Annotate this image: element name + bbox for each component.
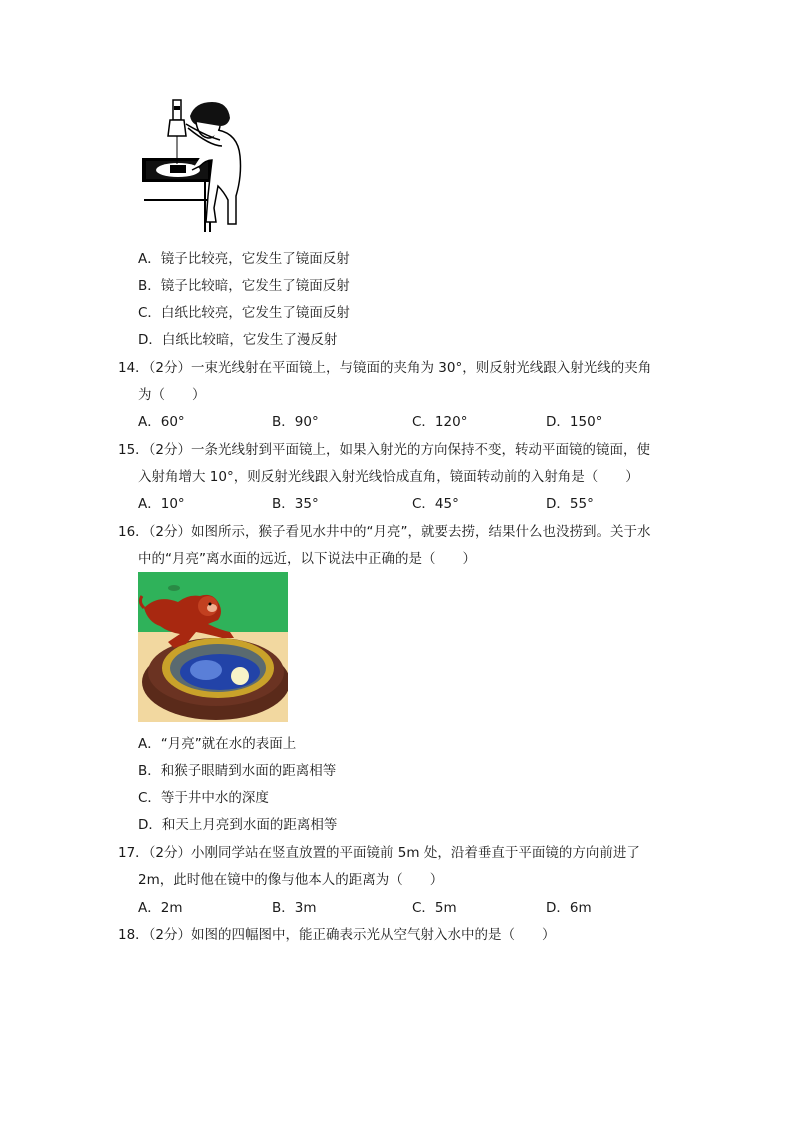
q14-option-b[interactable]: B．90°	[272, 414, 319, 430]
q16-option-d[interactable]: D．和天上月亮到水面的距离相等	[138, 817, 338, 833]
q13-option-b[interactable]: B．镜子比较暗，它发生了镜面反射	[138, 278, 350, 294]
q14-option-d[interactable]: D．150°	[546, 414, 603, 430]
q13-option-d[interactable]: D．白纸比较暗，它发生了漫反射	[138, 332, 338, 348]
q16-option-a[interactable]: A．“月亮”就在水的表面上	[138, 736, 297, 752]
q14-stem-line1: 14．（2分）一束光线射在平面镜上，与镜面的夹角为 30°，则反射光线跟入射光线的夹角	[118, 360, 652, 376]
q17-stem-line1: 17．（2分）小刚同学站在竖直放置的平面镜前 5m 处，沿着垂直于平面镜的方向前进了	[118, 845, 640, 861]
q15-option-b[interactable]: B．35°	[272, 496, 319, 512]
q15-stem-line2: 入射角增大 10°，则反射光线跟入射光线恰成直角，镜面转动前的入射角是（ ）	[138, 469, 639, 485]
q17-option-d[interactable]: D．6m	[546, 900, 592, 916]
q14-stem-line2: 为（ ）	[138, 387, 206, 403]
q17-stem-line2: 2m，此时他在镜中的像与他本人的距离为（ ）	[138, 872, 444, 888]
q17-option-b[interactable]: B．3m	[272, 900, 317, 916]
q16-option-c[interactable]: C．等于井中水的深度	[138, 790, 269, 806]
q13-option-c[interactable]: C．白纸比较亮，它发生了镜面反射	[138, 305, 350, 321]
q15-option-c[interactable]: C．45°	[412, 496, 459, 512]
q15-option-d[interactable]: D．55°	[546, 496, 594, 512]
q16-stem-line2: 中的“月亮”离水面的远近，以下说法中正确的是（ ）	[138, 551, 476, 567]
q13-option-a[interactable]: A．镜子比较亮，它发生了镜面反射	[138, 251, 350, 267]
q15-option-a[interactable]: A．10°	[138, 496, 185, 512]
q16-stem-line1: 16．（2分）如图所示，猴子看见水井中的“月亮”，就要去捞，结果什么也没捞到。关于水	[118, 524, 651, 540]
q15-stem-line1: 15．（2分）一条光线射到平面镜上，如果入射光的方向保持不变，转动平面镜的镜面，使	[118, 442, 651, 458]
q16-option-b[interactable]: B．和猴子眼睛到水面的距离相等	[138, 763, 337, 779]
q17-option-a[interactable]: A．2m	[138, 900, 183, 916]
q18-stem-line1: 18．（2分）如图的四幅图中，能正确表示光从空气射入水中的是（ ）	[118, 927, 556, 943]
q17-option-c[interactable]: C．5m	[412, 900, 457, 916]
q16-figure-monkey-well	[138, 572, 288, 722]
q14-option-a[interactable]: A．60°	[138, 414, 185, 430]
q14-option-c[interactable]: C．120°	[412, 414, 468, 430]
q13-figure-flashlight-mirror	[140, 96, 256, 236]
